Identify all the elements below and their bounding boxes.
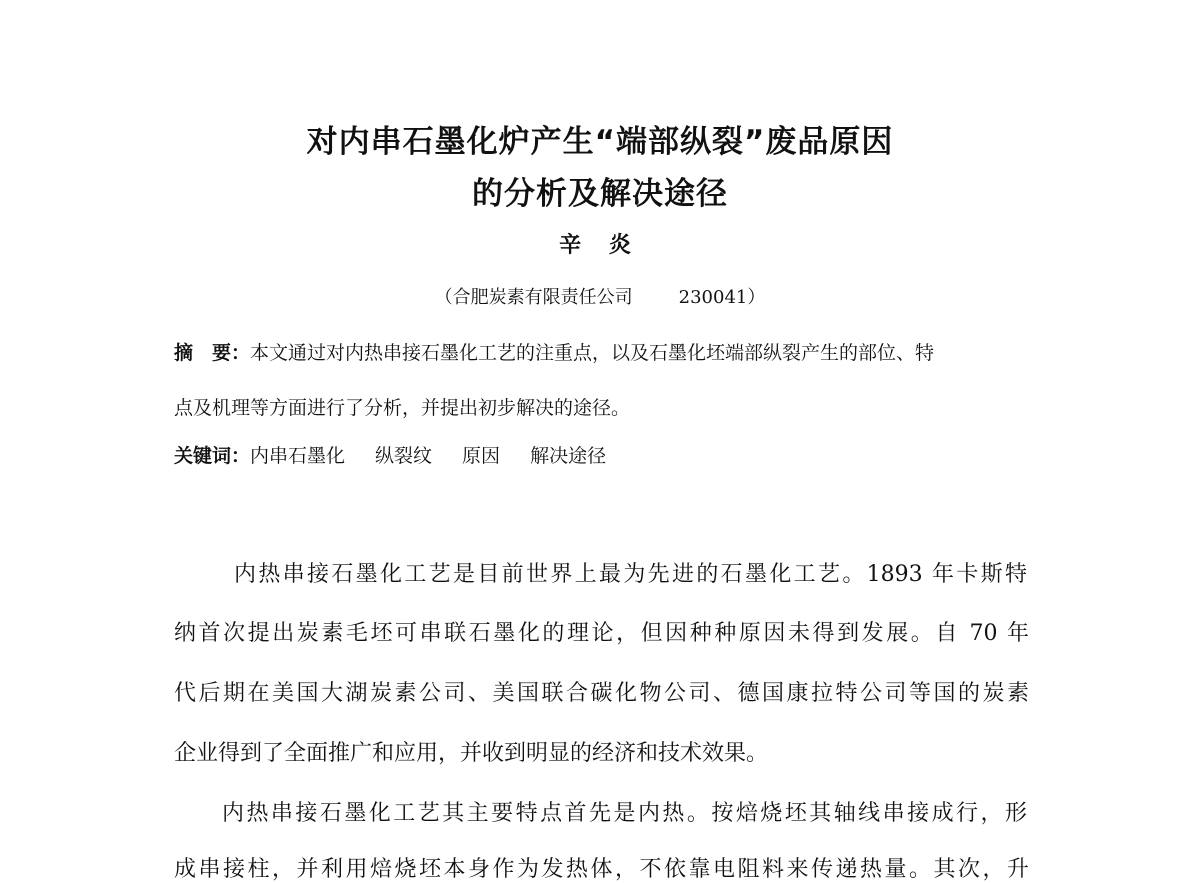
abstract-text-1: 本文通过对内热串接石墨化工艺的注重点，以及石墨化坯端部纵裂产生的部位、特 [250, 342, 935, 364]
paper-title-line-1: 对内串石墨化炉产生“端部纵裂”废品原因 [306, 124, 894, 160]
abstract-line-1 [174, 338, 1034, 365]
paper-title-line-2: 的分析及解决途径 [472, 176, 728, 212]
body-paragraph-2-line-2: 成串接柱，并利用焙烧坯本身作为发热体，不依靠电阻料来传递热量。其次，升 [174, 857, 1029, 882]
author-name: 辛 炎 [559, 233, 641, 258]
body-paragraph-1-line-2: 纳首次提出炭素毛坯可串联石墨化的理论，但因种种原因未得到发展。自 70 年 [174, 621, 1029, 646]
keyword-item: 内串石墨化 [250, 445, 346, 467]
abstract-line-2: 点及机理等方面进行了分析，并提出初步解决的途径。 [174, 397, 631, 419]
keyword-item: 解决途径 [530, 445, 607, 467]
postal-code: 230041） [678, 287, 766, 308]
body-paragraph-1-line-1: 内热串接石墨化工艺是目前世界上最为先进的石墨化工艺。1893 年卡斯特 [234, 562, 1027, 587]
affiliation [0, 283, 1200, 309]
abstract-label: 摘 要： [174, 342, 251, 364]
keywords-label: 关键词： [174, 445, 251, 467]
body-paragraph-2-line-1: 内热串接石墨化工艺其主要特点首先是内热。按焙烧坯其轴线串接成行，形 [222, 801, 1027, 826]
keywords [174, 441, 636, 468]
body-paragraph-1-line-3: 代后期在美国大湖炭素公司、美国联合碳化物公司、德国康拉特公司等国的炭素 [174, 681, 1029, 706]
keyword-item: 原因 [462, 445, 501, 467]
keyword-item: 纵裂纹 [375, 445, 433, 467]
affiliation-org: （合肥炭素有限责任公司 [434, 287, 633, 308]
body-paragraph-1-line-4: 企业得到了全面推广和应用，并收到明显的经济和技术效果。 [174, 741, 769, 766]
